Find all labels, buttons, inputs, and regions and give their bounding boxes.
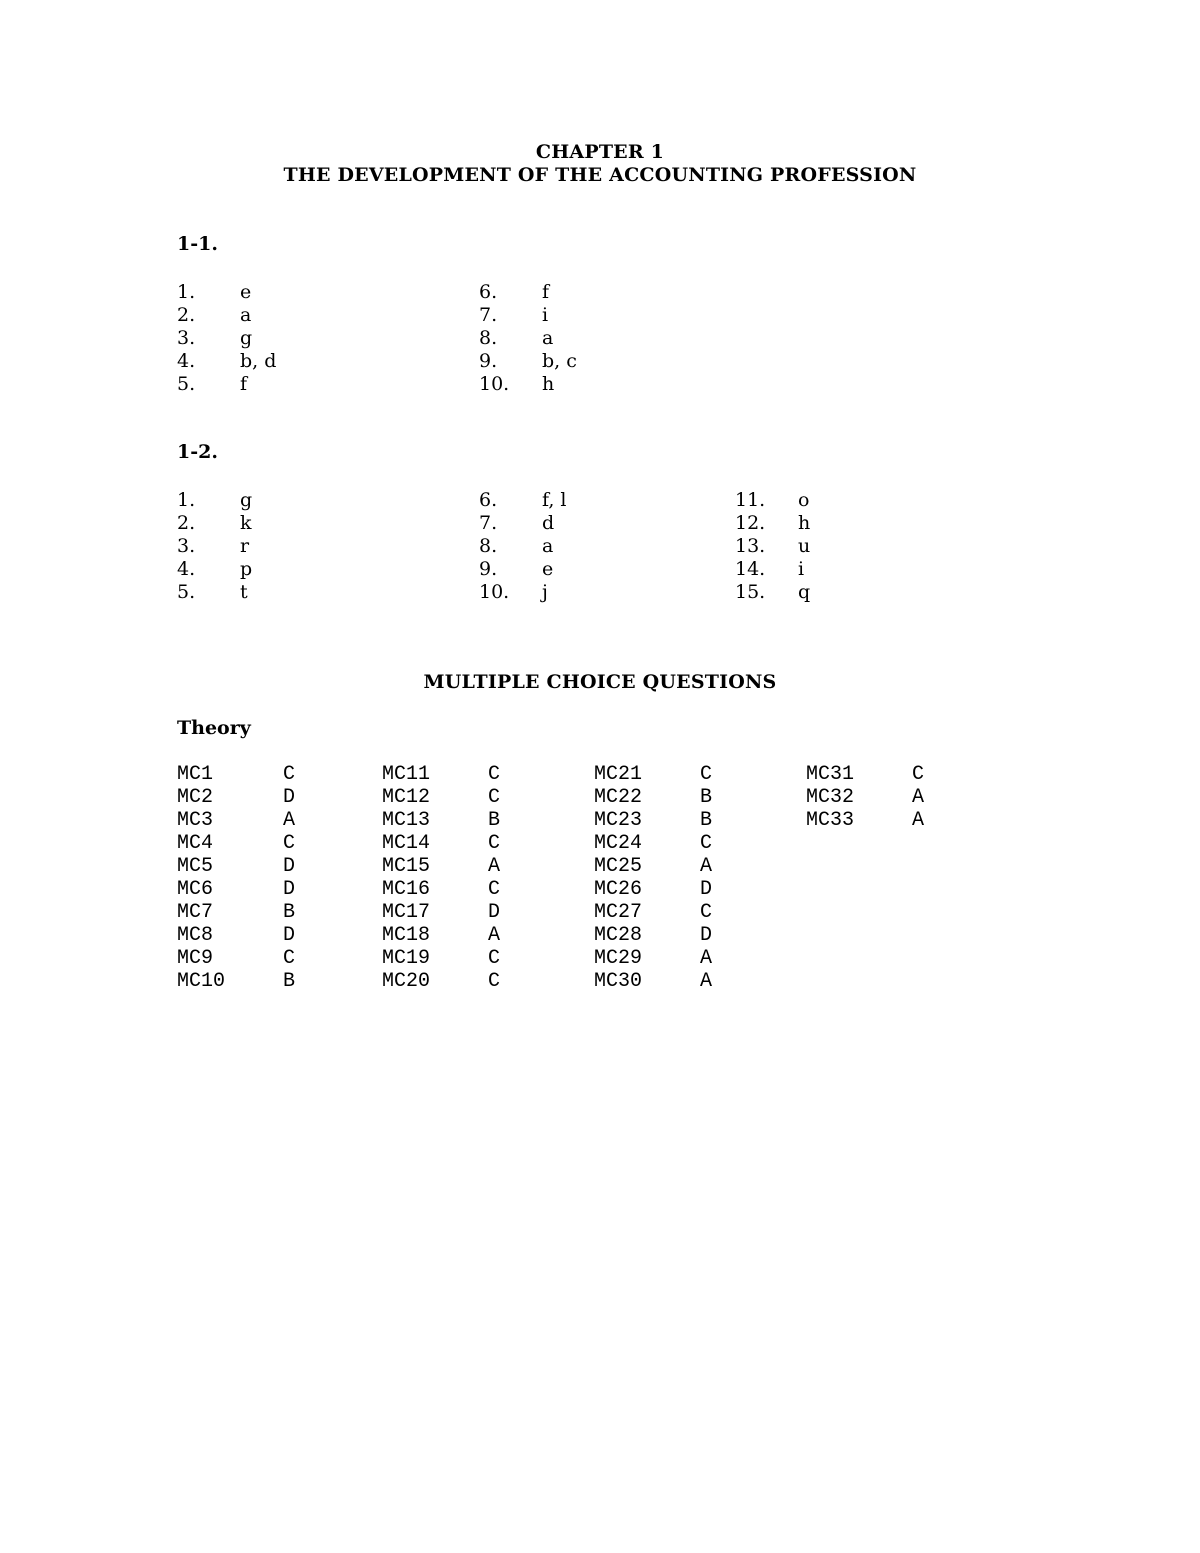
ex-1-2-answer: p bbox=[240, 558, 253, 580]
mcq-answer: C bbox=[488, 947, 501, 970]
ex-1-1-answer: b, d bbox=[240, 350, 277, 372]
mcq-question-number: MC31 bbox=[806, 763, 855, 786]
mcq-question-number: MC18 bbox=[382, 924, 431, 947]
ex-1-1-answer: b, c bbox=[542, 350, 577, 372]
mcq-answer: A bbox=[700, 855, 713, 878]
ex-1-2-question-number: 8. bbox=[479, 535, 498, 557]
ex-1-1-question-number: 10. bbox=[479, 373, 510, 395]
chapter-title: THE DEVELOPMENT OF THE ACCOUNTING PROFESSION bbox=[283, 164, 917, 186]
mcq-question-number: MC14 bbox=[382, 832, 431, 855]
mcq-answer: A bbox=[700, 970, 713, 993]
mcq-answer: B bbox=[488, 809, 501, 832]
ex-1-2-question-number: 14. bbox=[735, 558, 766, 580]
mcq-question-number: MC32 bbox=[806, 786, 855, 809]
mcq-answer: A bbox=[283, 809, 296, 832]
mcq-answer: C bbox=[488, 786, 501, 809]
mcq-question-number: MC2 bbox=[177, 786, 214, 809]
mcq-answer: C bbox=[700, 832, 713, 855]
ex-1-1-question-number: 5. bbox=[177, 373, 196, 395]
ex-1-2-answer: f, l bbox=[542, 489, 567, 511]
ex-1-2-question-number: 5. bbox=[177, 581, 196, 603]
ex-1-2-answer: a bbox=[542, 535, 554, 557]
mcq-question-number: MC30 bbox=[594, 970, 643, 993]
ex-1-2-answer: d bbox=[542, 512, 555, 534]
mcq-answer: C bbox=[488, 878, 501, 901]
mcq-question-number: MC23 bbox=[594, 809, 643, 832]
ex-1-1-question-number: 4. bbox=[177, 350, 196, 372]
mcq-question-number: MC9 bbox=[177, 947, 214, 970]
ex-1-2-question-number: 3. bbox=[177, 535, 196, 557]
ex-1-1-question-number: 3. bbox=[177, 327, 196, 349]
mcq-answer: D bbox=[283, 878, 296, 901]
mcq-question-number: MC28 bbox=[594, 924, 643, 947]
mcq-answer: C bbox=[488, 832, 501, 855]
mcq-question-number: MC7 bbox=[177, 901, 214, 924]
ex-1-1-question-number: 2. bbox=[177, 304, 196, 326]
mcq-answer: D bbox=[283, 786, 296, 809]
mcq-answer: D bbox=[700, 878, 713, 901]
ex-1-2-answer: e bbox=[542, 558, 554, 580]
mcq-answer: A bbox=[488, 855, 501, 878]
exercise-1-2-label: 1-2. bbox=[177, 441, 218, 463]
ex-1-1-question-number: 9. bbox=[479, 350, 498, 372]
mcq-question-number: MC22 bbox=[594, 786, 643, 809]
mcq-answer: D bbox=[283, 855, 296, 878]
ex-1-2-answer: r bbox=[240, 535, 250, 557]
ex-1-2-question-number: 4. bbox=[177, 558, 196, 580]
ex-1-2-answer: t bbox=[240, 581, 248, 603]
mcq-question-number: MC10 bbox=[177, 970, 226, 993]
ex-1-2-question-number: 1. bbox=[177, 489, 196, 511]
mcq-answer: C bbox=[700, 901, 713, 924]
ex-1-2-question-number: 2. bbox=[177, 512, 196, 534]
mcq-question-number: MC11 bbox=[382, 763, 431, 786]
ex-1-2-answer: i bbox=[798, 558, 805, 580]
mcq-question-number: MC19 bbox=[382, 947, 431, 970]
mcq-subheading: Theory bbox=[177, 717, 251, 739]
mcq-question-number: MC17 bbox=[382, 901, 431, 924]
ex-1-2-question-number: 6. bbox=[479, 489, 498, 511]
ex-1-2-question-number: 10. bbox=[479, 581, 510, 603]
mcq-question-number: MC13 bbox=[382, 809, 431, 832]
mcq-question-number: MC1 bbox=[177, 763, 214, 786]
mcq-answer: C bbox=[912, 763, 925, 786]
mcq-answer: D bbox=[488, 901, 501, 924]
mcq-answer: B bbox=[700, 786, 713, 809]
ex-1-2-answer: g bbox=[240, 489, 253, 511]
mcq-answer: C bbox=[283, 763, 296, 786]
ex-1-2-question-number: 15. bbox=[735, 581, 766, 603]
mcq-answer: C bbox=[488, 763, 501, 786]
mcq-answer: D bbox=[700, 924, 713, 947]
ex-1-2-question-number: 9. bbox=[479, 558, 498, 580]
ex-1-2-answer: u bbox=[798, 535, 811, 557]
mcq-question-number: MC20 bbox=[382, 970, 431, 993]
mcq-answer: B bbox=[283, 901, 296, 924]
exercise-1-1-label: 1-1. bbox=[177, 233, 218, 255]
ex-1-1-answer: g bbox=[240, 327, 253, 349]
ex-1-2-answer: q bbox=[798, 581, 811, 603]
ex-1-1-question-number: 7. bbox=[479, 304, 498, 326]
mcq-answer: B bbox=[283, 970, 296, 993]
mcq-answer: C bbox=[283, 832, 296, 855]
ex-1-2-question-number: 11. bbox=[735, 489, 766, 511]
ex-1-2-question-number: 12. bbox=[735, 512, 766, 534]
ex-1-1-answer: e bbox=[240, 281, 252, 303]
mcq-answer: C bbox=[283, 947, 296, 970]
ex-1-2-question-number: 7. bbox=[479, 512, 498, 534]
ex-1-1-answer: f bbox=[240, 373, 248, 395]
mcq-question-number: MC6 bbox=[177, 878, 214, 901]
mcq-question-number: MC29 bbox=[594, 947, 643, 970]
ex-1-1-answer: f bbox=[542, 281, 550, 303]
mcq-question-number: MC12 bbox=[382, 786, 431, 809]
mcq-question-number: MC27 bbox=[594, 901, 643, 924]
mcq-answer: C bbox=[700, 763, 713, 786]
ex-1-2-answer: h bbox=[798, 512, 811, 534]
mcq-answer: B bbox=[700, 809, 713, 832]
mcq-question-number: MC5 bbox=[177, 855, 214, 878]
mcq-question-number: MC16 bbox=[382, 878, 431, 901]
mcq-question-number: MC3 bbox=[177, 809, 214, 832]
mcq-heading: MULTIPLE CHOICE QUESTIONS bbox=[423, 671, 777, 693]
mcq-question-number: MC21 bbox=[594, 763, 643, 786]
mcq-question-number: MC24 bbox=[594, 832, 643, 855]
ex-1-1-answer: h bbox=[542, 373, 555, 395]
mcq-answer: A bbox=[488, 924, 501, 947]
mcq-question-number: MC15 bbox=[382, 855, 431, 878]
mcq-question-number: MC26 bbox=[594, 878, 643, 901]
ex-1-2-answer: o bbox=[798, 489, 810, 511]
ex-1-1-question-number: 1. bbox=[177, 281, 196, 303]
mcq-question-number: MC8 bbox=[177, 924, 214, 947]
mcq-question-number: MC25 bbox=[594, 855, 643, 878]
ex-1-1-answer: a bbox=[542, 327, 554, 349]
ex-1-2-answer: k bbox=[240, 512, 252, 534]
mcq-answer: C bbox=[488, 970, 501, 993]
ex-1-2-question-number: 13. bbox=[735, 535, 766, 557]
mcq-answer: A bbox=[700, 947, 713, 970]
mcq-question-number: MC33 bbox=[806, 809, 855, 832]
chapter-number: CHAPTER 1 bbox=[535, 141, 665, 163]
ex-1-1-question-number: 8. bbox=[479, 327, 498, 349]
mcq-answer: D bbox=[283, 924, 296, 947]
mcq-answer: A bbox=[912, 786, 925, 809]
ex-1-1-answer: a bbox=[240, 304, 252, 326]
ex-1-1-question-number: 6. bbox=[479, 281, 498, 303]
mcq-question-number: MC4 bbox=[177, 832, 214, 855]
ex-1-1-answer: i bbox=[542, 304, 549, 326]
ex-1-2-answer: j bbox=[542, 581, 548, 603]
mcq-answer: A bbox=[912, 809, 925, 832]
